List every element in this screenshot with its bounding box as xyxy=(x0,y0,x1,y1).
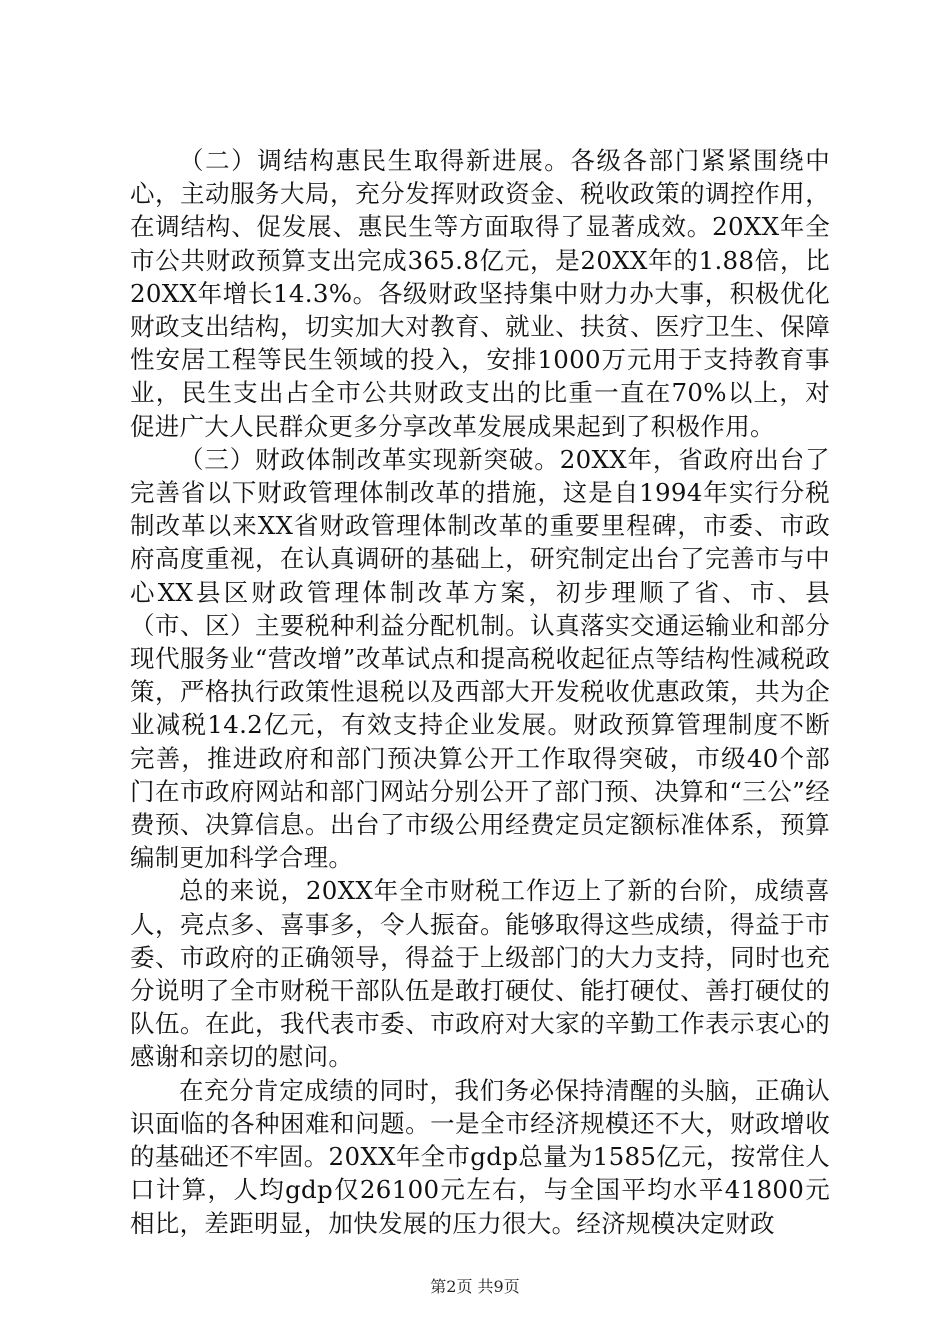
page-footer: 第2页 共9页 xyxy=(430,1277,520,1296)
paragraph-structural-adjustment: （二）调结构惠民生取得新进展。各级各部门紧紧围绕中心，主动服务大局，充分发挥财政资金、税收政策的调控作用，在调结构、促发展、惠民生等方面取得了显著成效。20XX年全市公共财政预算支出完成365.8亿元，是20XX年的1.88倍，比20XX年增长14.3%。各级财政坚持集中财力办大事，积极优化财政支出结构，切实加大对教育、就业、扶贫、医疗卫生、保障性安居工程等民生领域的投入，安排1000万元用于支持教育事业，民生支出占全市公共财政支出的比重一直在70%以上，对促进广大人民群众更多分享改革发展成果起到了积极作用。 xyxy=(130,146,830,441)
document-body xyxy=(130,144,830,1240)
paragraph-summary: 总的来说，20XX年全市财税工作迈上了新的台阶，成绩喜人，亮点多、喜事多，令人振奋。能够取得这些成绩，得益于市委、市政府的正确领导，得益于上级部门的大力支持，同时也充分说明了全市财税干部队伍是敢打硬仗、能打硬仗、善打硬仗的队伍。在此，我代表市委、市政府对大家的辛勤工作表示衷心的感谢和亲切的慰问。 xyxy=(130,876,830,1072)
paragraph-problems: 在充分肯定成绩的同时，我们务必保持清醒的头脑，正确认识面临的各种困难和问题。一是全市经济规模还不大，财政增收的基础还不牢固。20XX年全市gdp总量为1585亿元，按常住人口计算，人均gdp仅26100元左右，与全国平均水平41800元相比，差距明显，加快发展的压力很大。经济规模决定财政 xyxy=(130,1075,830,1238)
paragraph-fiscal-reform: （三）财政体制改革实现新突破。20XX年，省政府出台了完善省以下财政管理体制改革的措施，这是自1994年实行分税制改革以来XX省财政管理体制改革的重要里程碑，市委、市政府高度重视，在认真调研的基础上，研究制定出台了完善市与中心XX县区财政管理体制改革方案，初步理顺了省、市、县（市、区）主要税种利益分配机制。认真落实交通运输业和部分现代服务业“营改增”改革试点和提高税收起征点等结构性减税政策，严格执行政策性退税以及西部大开发税收优惠政策，共为企业减税14.2亿元，有效支持企业发展。财政预算管理制度不断完善，推进政府和部门预决算公开工作取得突破，市级40个部门在市政府网站和部门网站分别公开了部门预、决算和“三公”经费预、决算信息。出台了市级公用经费定员定额标准体系，预算编制更加科学合理。 xyxy=(130,444,830,873)
